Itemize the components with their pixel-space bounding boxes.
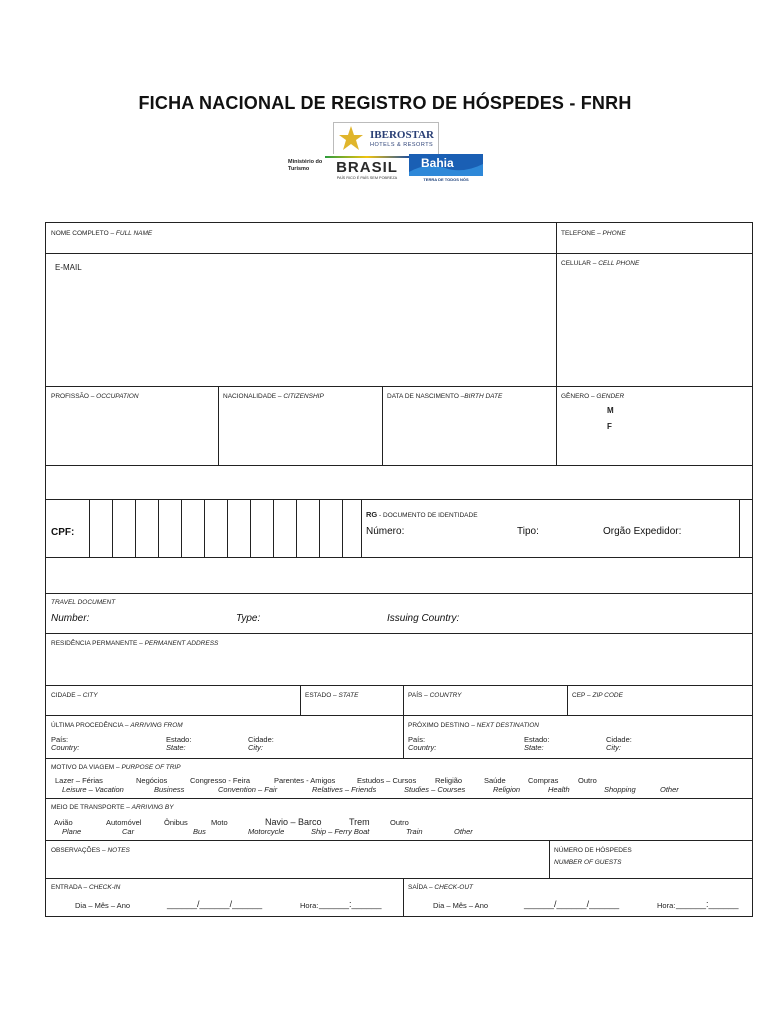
- guests-label-en: NUMBER OF GUESTS: [554, 859, 622, 866]
- purpose-label: MOTIVO DA VIAGEM – PURPOSE OF TRIP: [51, 764, 181, 771]
- bahia-sub: TERRA DE TODOS NÓS: [423, 177, 469, 182]
- purpose-option-studies[interactable]: Estudos – Cursos: [357, 776, 417, 785]
- next-city-pt: Cidade:: [606, 735, 632, 744]
- purpose-option-convention[interactable]: Congresso - Feira: [190, 776, 251, 785]
- rg-issuer-label: Orgão Expedidor:: [603, 526, 682, 537]
- birth-date-label: DATA DE NASCIMENTO –BIRTH DATE: [387, 393, 503, 400]
- brasil-logo: [325, 154, 409, 183]
- next-destination-label: PRÓXIMO DESTINO – NEXT DESTINATION: [408, 722, 539, 729]
- iberostar-logo: [333, 122, 439, 156]
- checkin-label: ENTRADA – CHECK-IN: [51, 884, 121, 891]
- checkout-date-field[interactable]: ______/______/______: [524, 899, 620, 909]
- transport-option-other[interactable]: Outro: [390, 818, 409, 827]
- purpose-option-convention-en: Convention – Fair: [218, 785, 278, 794]
- next-country-en: Country:: [408, 743, 437, 752]
- checkin-date-field[interactable]: ______/______/______: [167, 899, 263, 909]
- next-state-pt: Estado:: [524, 735, 550, 744]
- checkin-hour-label: Hora:: [300, 901, 319, 910]
- travel-number-label: Number:: [51, 613, 90, 624]
- occupation-label: PROFISSÃO – OCCUPATION: [51, 393, 139, 400]
- transport-option-train-en: Train: [406, 827, 423, 836]
- transport-option-plane[interactable]: Avião: [54, 818, 73, 827]
- transport-option-ship-en: Ship – Ferry Boat: [311, 827, 370, 836]
- travel-issuing-country-label: Issuing Country:: [387, 613, 460, 624]
- rg-label: RG - DOCUMENTO DE IDENTIDADE: [366, 510, 478, 519]
- purpose-option-relatives-en: Relatives – Friends: [312, 785, 377, 794]
- transport-option-bus[interactable]: Ônibus: [164, 818, 188, 827]
- notes-label: OBSERVAÇÕES – NOTES: [51, 847, 130, 854]
- iberostar-name: IBEROSTAR: [370, 129, 434, 141]
- purpose-option-health-en: Health: [548, 785, 570, 794]
- full-name-label: NOME COMPLETO – FULL NAME: [51, 230, 153, 237]
- transport-option-ship[interactable]: Navio – Barco: [265, 817, 322, 827]
- purpose-option-shopping[interactable]: Compras: [528, 776, 559, 785]
- checkin-date-label: Dia – Mês – Ano: [75, 901, 131, 910]
- email-cell-row: [45, 253, 753, 387]
- gender-female-option[interactable]: F: [607, 422, 612, 431]
- transport-option-train[interactable]: Trem: [349, 817, 370, 827]
- bahia-logo: [409, 154, 483, 183]
- arriving-city-en: City:: [248, 743, 263, 752]
- zip-code-label: CEP – ZIP CODE: [572, 692, 623, 699]
- purpose-option-other[interactable]: Outro: [578, 776, 597, 785]
- phone-label: TELEFONE – PHONE: [561, 230, 626, 237]
- guests-label: NÚMERO DE HÓSPEDES: [554, 847, 632, 854]
- checkin-checkout-row: [45, 878, 753, 917]
- citizenship-label: NACIONALIDADE – CITIZENSHIP: [223, 393, 324, 400]
- transport-option-car[interactable]: Automóvel: [106, 818, 142, 827]
- transport-option-motorcycle-en: Motorcycle: [248, 827, 285, 836]
- purpose-option-religion[interactable]: Religião: [435, 776, 463, 785]
- gender-label: GÊNERO – GENDER: [561, 393, 625, 400]
- brasil-tagline: PAÍS RICO É PAÍS SEM POBREZA: [336, 176, 398, 180]
- arriving-state-en: State:: [166, 743, 186, 752]
- city-state-row: [45, 685, 753, 716]
- checkout-label: SAÍDA – CHECK-OUT: [408, 884, 474, 891]
- checkout-hour-label: Hora:: [657, 901, 676, 910]
- brasil-text: BRASIL: [336, 159, 398, 176]
- state-label: ESTADO – STATE: [305, 692, 359, 699]
- next-state-en: State:: [524, 743, 544, 752]
- transport-option-bus-en: Bus: [193, 827, 206, 836]
- ministerio-text: Ministério do Turismo: [288, 159, 323, 172]
- transport-option-other-en: Other: [454, 827, 473, 836]
- purpose-option-other-en: Other: [660, 785, 679, 794]
- spacer-row-2: [45, 557, 753, 594]
- iberostar-sub: HOTELS & RESORTS: [370, 142, 434, 148]
- next-country-pt: País:: [408, 735, 426, 744]
- purpose-option-studies-en: Studies – Courses: [404, 785, 466, 794]
- purpose-option-relatives[interactable]: Parentes - Amigos: [274, 776, 336, 785]
- bahia-text: Bahia: [421, 156, 454, 170]
- travel-document-label: TRAVEL DOCUMENT: [51, 599, 116, 606]
- arriving-country-pt: País:: [51, 735, 69, 744]
- cell-label: CELULAR – CELL PHONE: [561, 260, 640, 267]
- transport-option-motorcycle[interactable]: Moto: [211, 818, 228, 827]
- purpose-option-leisure[interactable]: Lazer – Férias: [55, 776, 103, 785]
- purpose-option-business[interactable]: Negócios: [136, 776, 168, 785]
- government-logos: [287, 154, 483, 183]
- transport-option-car-en: Car: [122, 827, 135, 836]
- purpose-option-health[interactable]: Saúde: [484, 776, 506, 785]
- transport-option-plane-en: Plane: [62, 827, 82, 836]
- purpose-option-religion-en: Religion: [493, 785, 521, 794]
- transport-label: MEIO DE TRANSPORTE – ARRIVING BY: [51, 804, 174, 811]
- email-label: E-MAIL: [55, 263, 82, 272]
- permanent-address-label: RESIDÊNCIA PERMANENTE – PERMANENT ADDRESS: [51, 640, 219, 647]
- country-label: PAÍS – COUNTRY: [408, 692, 462, 699]
- checkout-date-label: Dia – Mês – Ano: [433, 901, 489, 910]
- arriving-state-pt: Estado:: [166, 735, 192, 744]
- checkin-hour-field[interactable]: ______:______: [319, 899, 382, 909]
- arriving-city-pt: Cidade:: [248, 735, 274, 744]
- arriving-from-label: ÚLTIMA PROCEDÊNCIA – ARRIVING FROM: [51, 722, 183, 729]
- gender-male-option[interactable]: M: [607, 406, 614, 415]
- purpose-option-leisure-en: Leisure – Vacation: [62, 785, 124, 794]
- name-phone-row: [45, 222, 753, 254]
- next-city-en: City:: [606, 743, 621, 752]
- arriving-country-en: Country:: [51, 743, 80, 752]
- checkout-hour-field[interactable]: ______:______: [676, 899, 739, 909]
- form-title: FICHA NACIONAL DE REGISTRO DE HÓSPEDES - FNRH: [138, 93, 632, 113]
- rg-type-label: Tipo:: [517, 526, 539, 537]
- spacer-row-1: [45, 465, 753, 500]
- ministerio-logo: [287, 154, 325, 183]
- notes-row: [45, 840, 753, 879]
- cpf-label: CPF:: [51, 527, 75, 538]
- purpose-option-shopping-en: Shopping: [604, 785, 636, 794]
- city-label: CIDADE – CITY: [51, 692, 98, 699]
- travel-type-label: Type:: [236, 613, 261, 624]
- rg-number-label: Número:: [366, 526, 405, 537]
- purpose-option-business-en: Business: [154, 785, 185, 794]
